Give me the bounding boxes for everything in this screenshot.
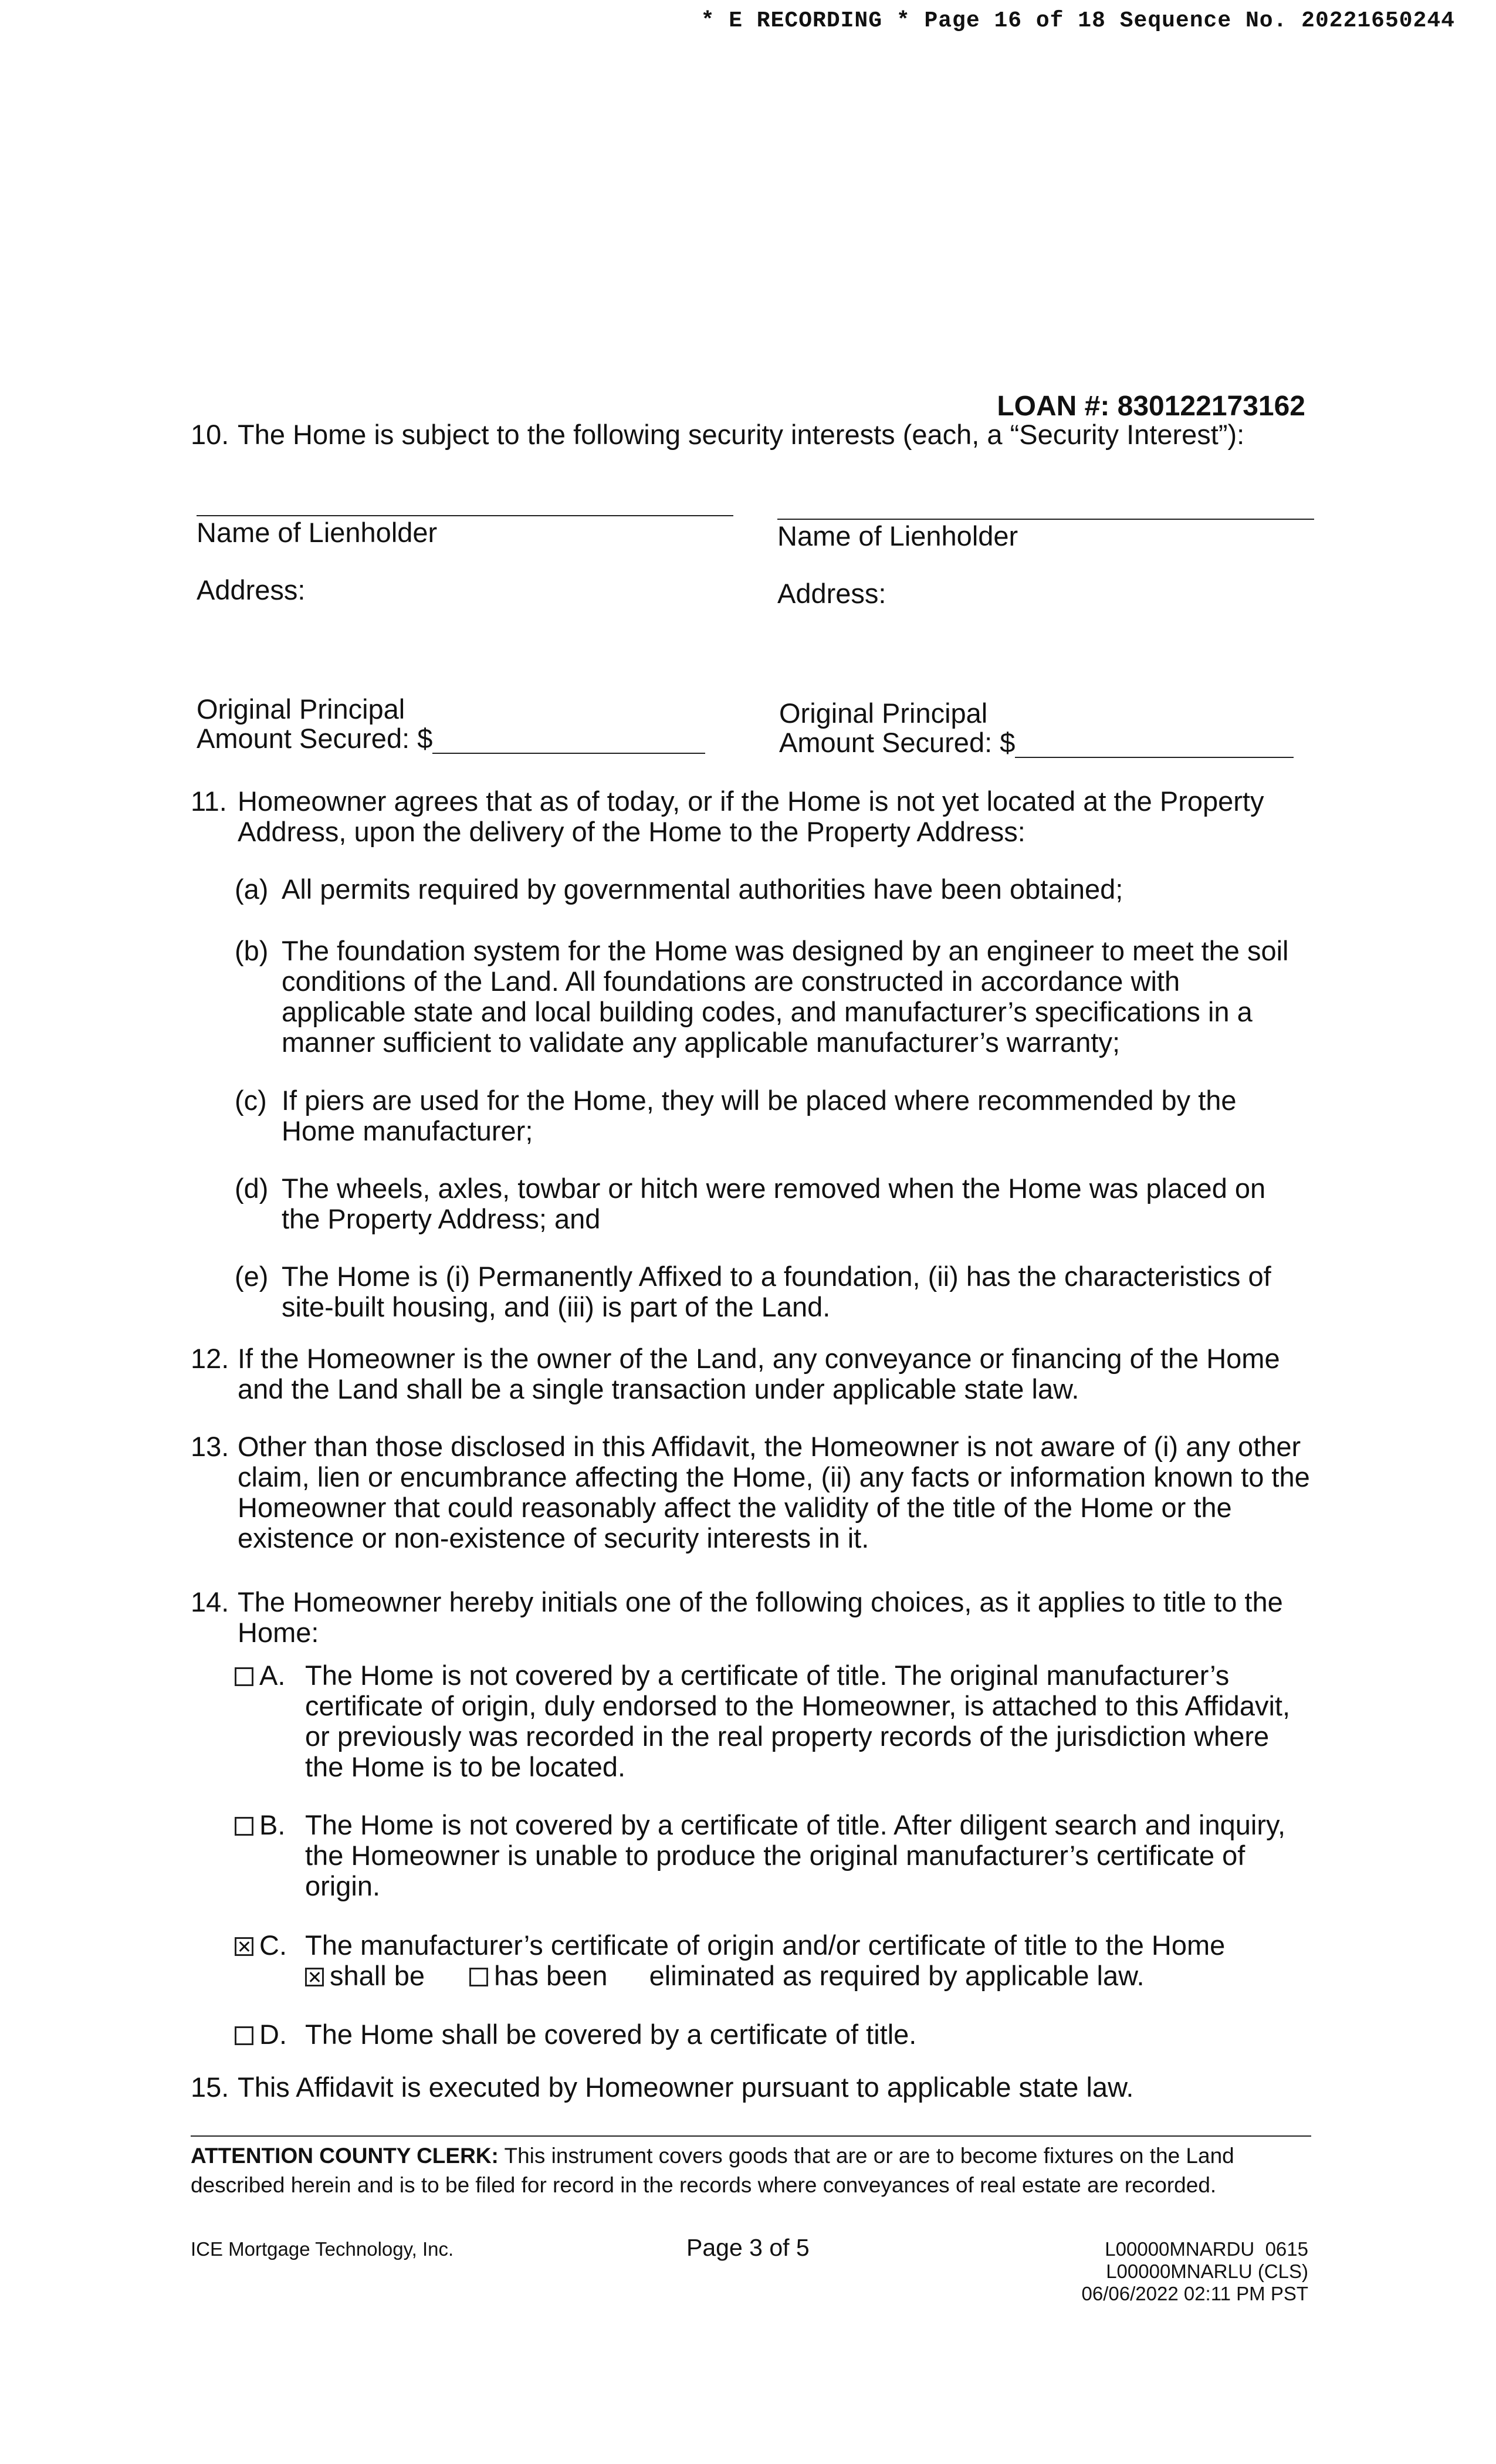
sub-text: The foundation system for the Home was designed by an engineer to meet the soil conditions of the Land. All foundations are constructed in accordance with applicable state and local building codes, and manufacturer’s specifications in a manner sufficient to validate any applicable manufacturer’s warranty; bbox=[282, 935, 1289, 1058]
loan-number: LOAN #: 830122173162 bbox=[997, 391, 1305, 422]
sub-text: The Home is (i) Permanently Affixed to a foundation, (ii) has the characteristics of site-built housing, and (iii) is part of the Land. bbox=[282, 1261, 1271, 1322]
checkbox-a[interactable] bbox=[235, 1667, 253, 1686]
lienholder-label-left: Name of Lienholder bbox=[197, 517, 438, 548]
sub-label: (b) bbox=[235, 935, 269, 966]
attention-text: This instrument covers goods that are or are to become fixtures on the Land described herein and is to be filed for record in the records where conveyances of real estate are recorded. bbox=[191, 2144, 1234, 2197]
item-text: The Homeowner hereby initials one of the following choices, as it applies to title to the Home: bbox=[238, 1586, 1283, 1648]
checkbox-shall-be[interactable] bbox=[305, 1968, 324, 1986]
amount-blank-left[interactable] bbox=[432, 727, 705, 754]
item-number: 10. bbox=[191, 419, 229, 450]
item-number: 13. bbox=[191, 1431, 229, 1462]
sub-text: The wheels, axles, towbar or hitch were removed when the Home was placed on the Property Address; and bbox=[282, 1173, 1266, 1234]
item-11-e bbox=[235, 1261, 1311, 1322]
sub-label: (c) bbox=[235, 1085, 267, 1116]
choice-label: D. bbox=[259, 2019, 287, 2050]
lienholder-line-right bbox=[777, 519, 1314, 520]
choice-a bbox=[235, 1660, 1311, 1782]
item-number: 14. bbox=[191, 1586, 229, 1617]
item-12 bbox=[191, 1343, 1311, 1404]
footer-code-2: L00000MNARLU (CLS) bbox=[1106, 2260, 1308, 2282]
attention-heading: ATTENTION COUNTY CLERK: bbox=[191, 2144, 499, 2168]
address-label-right: Address: bbox=[777, 578, 886, 609]
footer-page: Page 3 of 5 bbox=[686, 2234, 810, 2261]
item-15 bbox=[191, 2072, 1311, 2103]
choice-d bbox=[235, 2019, 1311, 2050]
choice-c-tail: eliminated as required by applicable law. bbox=[649, 1960, 1145, 1991]
choice-c bbox=[235, 1930, 1311, 1991]
lienholder-line-left bbox=[197, 515, 733, 516]
item-11-c bbox=[235, 1085, 1311, 1146]
choice-c-text: The manufacturer’s certificate of origin and/or certificate of title to the Home bbox=[305, 1930, 1226, 1961]
item-text: Other than those disclosed in this Affidavit, the Homeowner is not aware of (i) any other claim, lien or encumbrance affecting the Home, (ii) any facts or information known to the Homeowner that could reasonably affect the validity of the title of the Home or the existence or non-existence of security interests in it. bbox=[238, 1431, 1310, 1553]
item-number: 15. bbox=[191, 2072, 229, 2103]
checkbox-has-been[interactable] bbox=[469, 1968, 488, 1986]
principal-label-left-1: Original Principal bbox=[197, 693, 405, 725]
choice-label: B. bbox=[259, 1809, 286, 1840]
divider bbox=[191, 2135, 1311, 2137]
checkbox-d[interactable] bbox=[235, 2026, 253, 2045]
footer-codes bbox=[1082, 2238, 1308, 2305]
item-14 bbox=[191, 1587, 1311, 1648]
choice-text: The Home is not covered by a certificate of title. The original manufacturer’s certificate of origin, duly endorsed to the Homeowner, is attached to this Affidavit, or previously was recorded in the real property records of the jurisdiction where the Home is to be located. bbox=[305, 1660, 1291, 1782]
footer-datetime: 06/06/2022 02:11 PM PST bbox=[1081, 2283, 1308, 2304]
checkbox-c[interactable] bbox=[235, 1937, 253, 1956]
choice-text: The Home shall be covered by a certificate of title. bbox=[305, 2019, 917, 2050]
footer-company: ICE Mortgage Technology, Inc. bbox=[191, 2238, 454, 2260]
option-shall-be: shall be bbox=[330, 1960, 425, 1991]
item-11 bbox=[191, 786, 1311, 847]
sub-label: (d) bbox=[235, 1173, 269, 1204]
item-number: 11. bbox=[191, 786, 227, 817]
footer-code-1: L00000MNARDU 0615 bbox=[1105, 2238, 1308, 2260]
principal-label-left-2 bbox=[197, 723, 705, 754]
sub-label: (a) bbox=[235, 874, 269, 905]
item-text: If the Homeowner is the owner of the Land, any conveyance or financing of the Home and the Land shall be a single transaction under applicable state law. bbox=[238, 1343, 1280, 1404]
amount-blank-right[interactable] bbox=[1015, 731, 1294, 758]
sub-text: All permits required by governmental authorities have been obtained; bbox=[282, 874, 1123, 905]
checkbox-b[interactable] bbox=[235, 1817, 253, 1836]
item-text: Homeowner agrees that as of today, or if the Home is not yet located at the Property Address, upon the delivery of the Home to the Property Address: bbox=[238, 786, 1264, 847]
item-11-b bbox=[235, 936, 1311, 1058]
choice-text: The Home is not covered by a certificate of title. After diligent search and inquiry, the Homeowner is unable to produce the original manufacturer’s certificate of origin. bbox=[305, 1809, 1286, 1901]
sub-text: If piers are used for the Home, they will be placed where recommended by the Home manufacturer; bbox=[282, 1085, 1237, 1146]
item-number: 12. bbox=[191, 1343, 229, 1374]
principal-label-right-2 bbox=[779, 727, 1294, 758]
choice-label: C. bbox=[259, 1930, 287, 1961]
sub-label: (e) bbox=[235, 1261, 269, 1292]
item-13 bbox=[191, 1431, 1311, 1553]
choice-text bbox=[305, 1930, 1311, 1991]
item-10 bbox=[191, 419, 1311, 450]
recording-stamp: * E RECORDING * Page 16 of 18 Sequence No. 20221650244 bbox=[700, 8, 1455, 33]
attention-county-clerk bbox=[191, 2141, 1311, 2200]
item-text: The Home is subject to the following security interests (each, a “Security Interest”): bbox=[238, 419, 1245, 450]
choice-b bbox=[235, 1810, 1311, 1901]
item-11-a bbox=[235, 874, 1311, 905]
option-has-been: has been bbox=[494, 1960, 608, 1991]
item-text: This Affidavit is executed by Homeowner pursuant to applicable state law. bbox=[238, 2072, 1134, 2103]
lienholder-label-right: Name of Lienholder bbox=[777, 520, 1018, 551]
principal-label-text: Amount Secured: $ bbox=[197, 723, 433, 754]
principal-label-text: Amount Secured: $ bbox=[779, 727, 1016, 758]
item-11-d bbox=[235, 1173, 1311, 1234]
principal-label-right-1: Original Principal bbox=[779, 698, 988, 729]
choice-label: A. bbox=[259, 1660, 286, 1691]
address-label-left: Address: bbox=[197, 574, 306, 605]
